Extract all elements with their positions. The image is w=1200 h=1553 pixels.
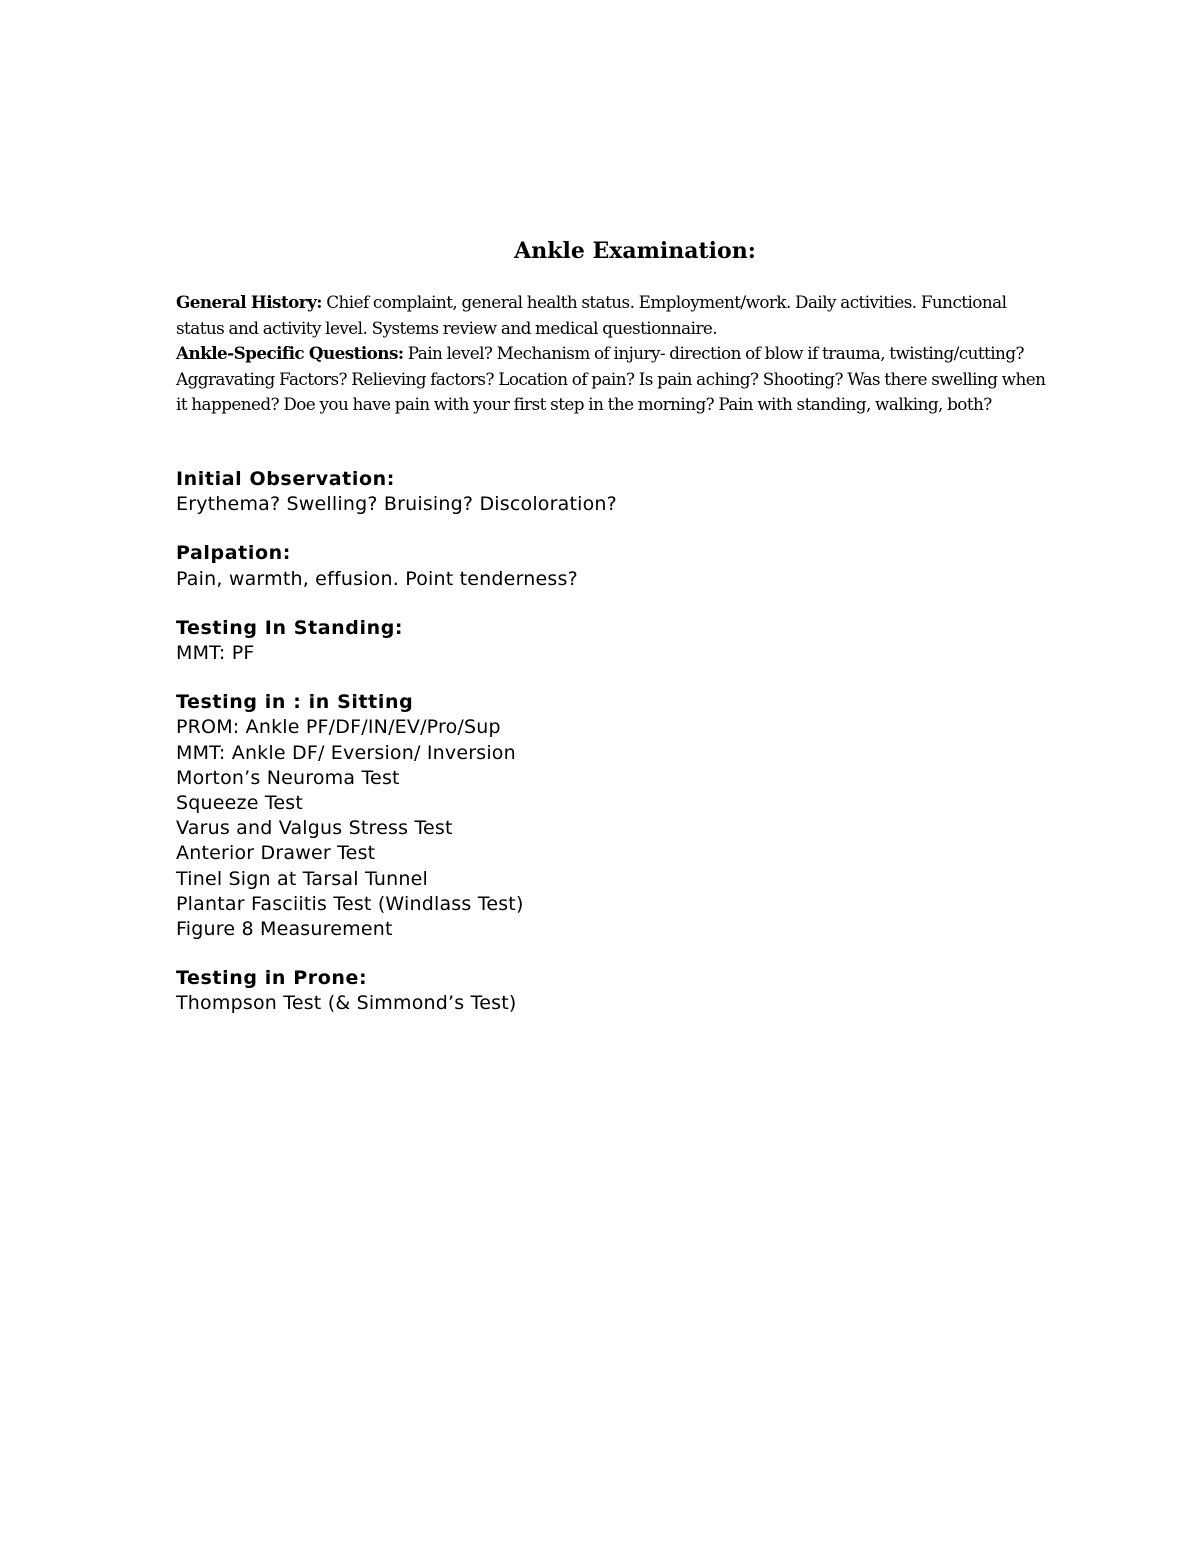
section-line: Tinel Sign at Tarsal Tunnel (176, 867, 428, 890)
ankle-specific-text: Pain level? Mechanism of injury- direction of blow if trauma, twisting/cutting? Aggravating Factors? Relieving factors? Location of pain? Is pain aching? Shooting? Was there swelling when it happened? Doe you have pain with your first step in the morning? Pain with standing, walking, both? (176, 343, 1046, 414)
ankle-specific-label: Ankle-Specific Questions: (176, 343, 404, 363)
section-line: Pain, warmth, effusion. Point tenderness? (176, 567, 578, 590)
section-testing-sitting (176, 690, 1056, 942)
section-line: MMT: PF (176, 642, 255, 665)
exam-sections (176, 467, 1056, 1041)
section-line: Anterior Drawer Test (176, 842, 376, 865)
section-heading: Initial Observation: (176, 468, 395, 490)
section-line: Varus and Valgus Stress Test (176, 817, 453, 840)
section-line: PROM: Ankle PF/DF/IN/EV/Pro/Sup (176, 716, 501, 739)
section-testing-standing (176, 616, 1056, 666)
history-paragraph (176, 290, 1056, 418)
general-history-label: General History: (176, 292, 322, 312)
general-history-text: Chief complaint, general health status. Employment/work. Daily activities. Functional status and activity level. Systems review and medical questionnaire. (176, 292, 1007, 338)
section-line: Morton’s Neuroma Test (176, 766, 400, 789)
section-line: Erythema? Swelling? Bruising? Discoloration? (176, 493, 617, 516)
section-line: Plantar Fasciitis Test (Windlass Test) (176, 892, 524, 915)
section-heading: Testing In Standing: (176, 616, 404, 639)
section-heading: Testing in : in Sitting (176, 691, 414, 714)
section-testing-prone (176, 966, 1056, 1016)
section-palpation (176, 541, 1056, 591)
section-line: Figure 8 Measurement (176, 918, 393, 941)
section-line: Thompson Test (& Simmond’s Test) (176, 992, 517, 1015)
section-initial-observation (176, 467, 1056, 517)
section-heading: Testing in Prone: (176, 967, 368, 990)
section-line: Squeeze Test (176, 792, 304, 815)
section-heading: Palpation: (176, 542, 291, 565)
section-line: MMT: Ankle DF/ Eversion/ Inversion (176, 741, 516, 764)
document-title: Ankle Examination: (514, 238, 756, 264)
